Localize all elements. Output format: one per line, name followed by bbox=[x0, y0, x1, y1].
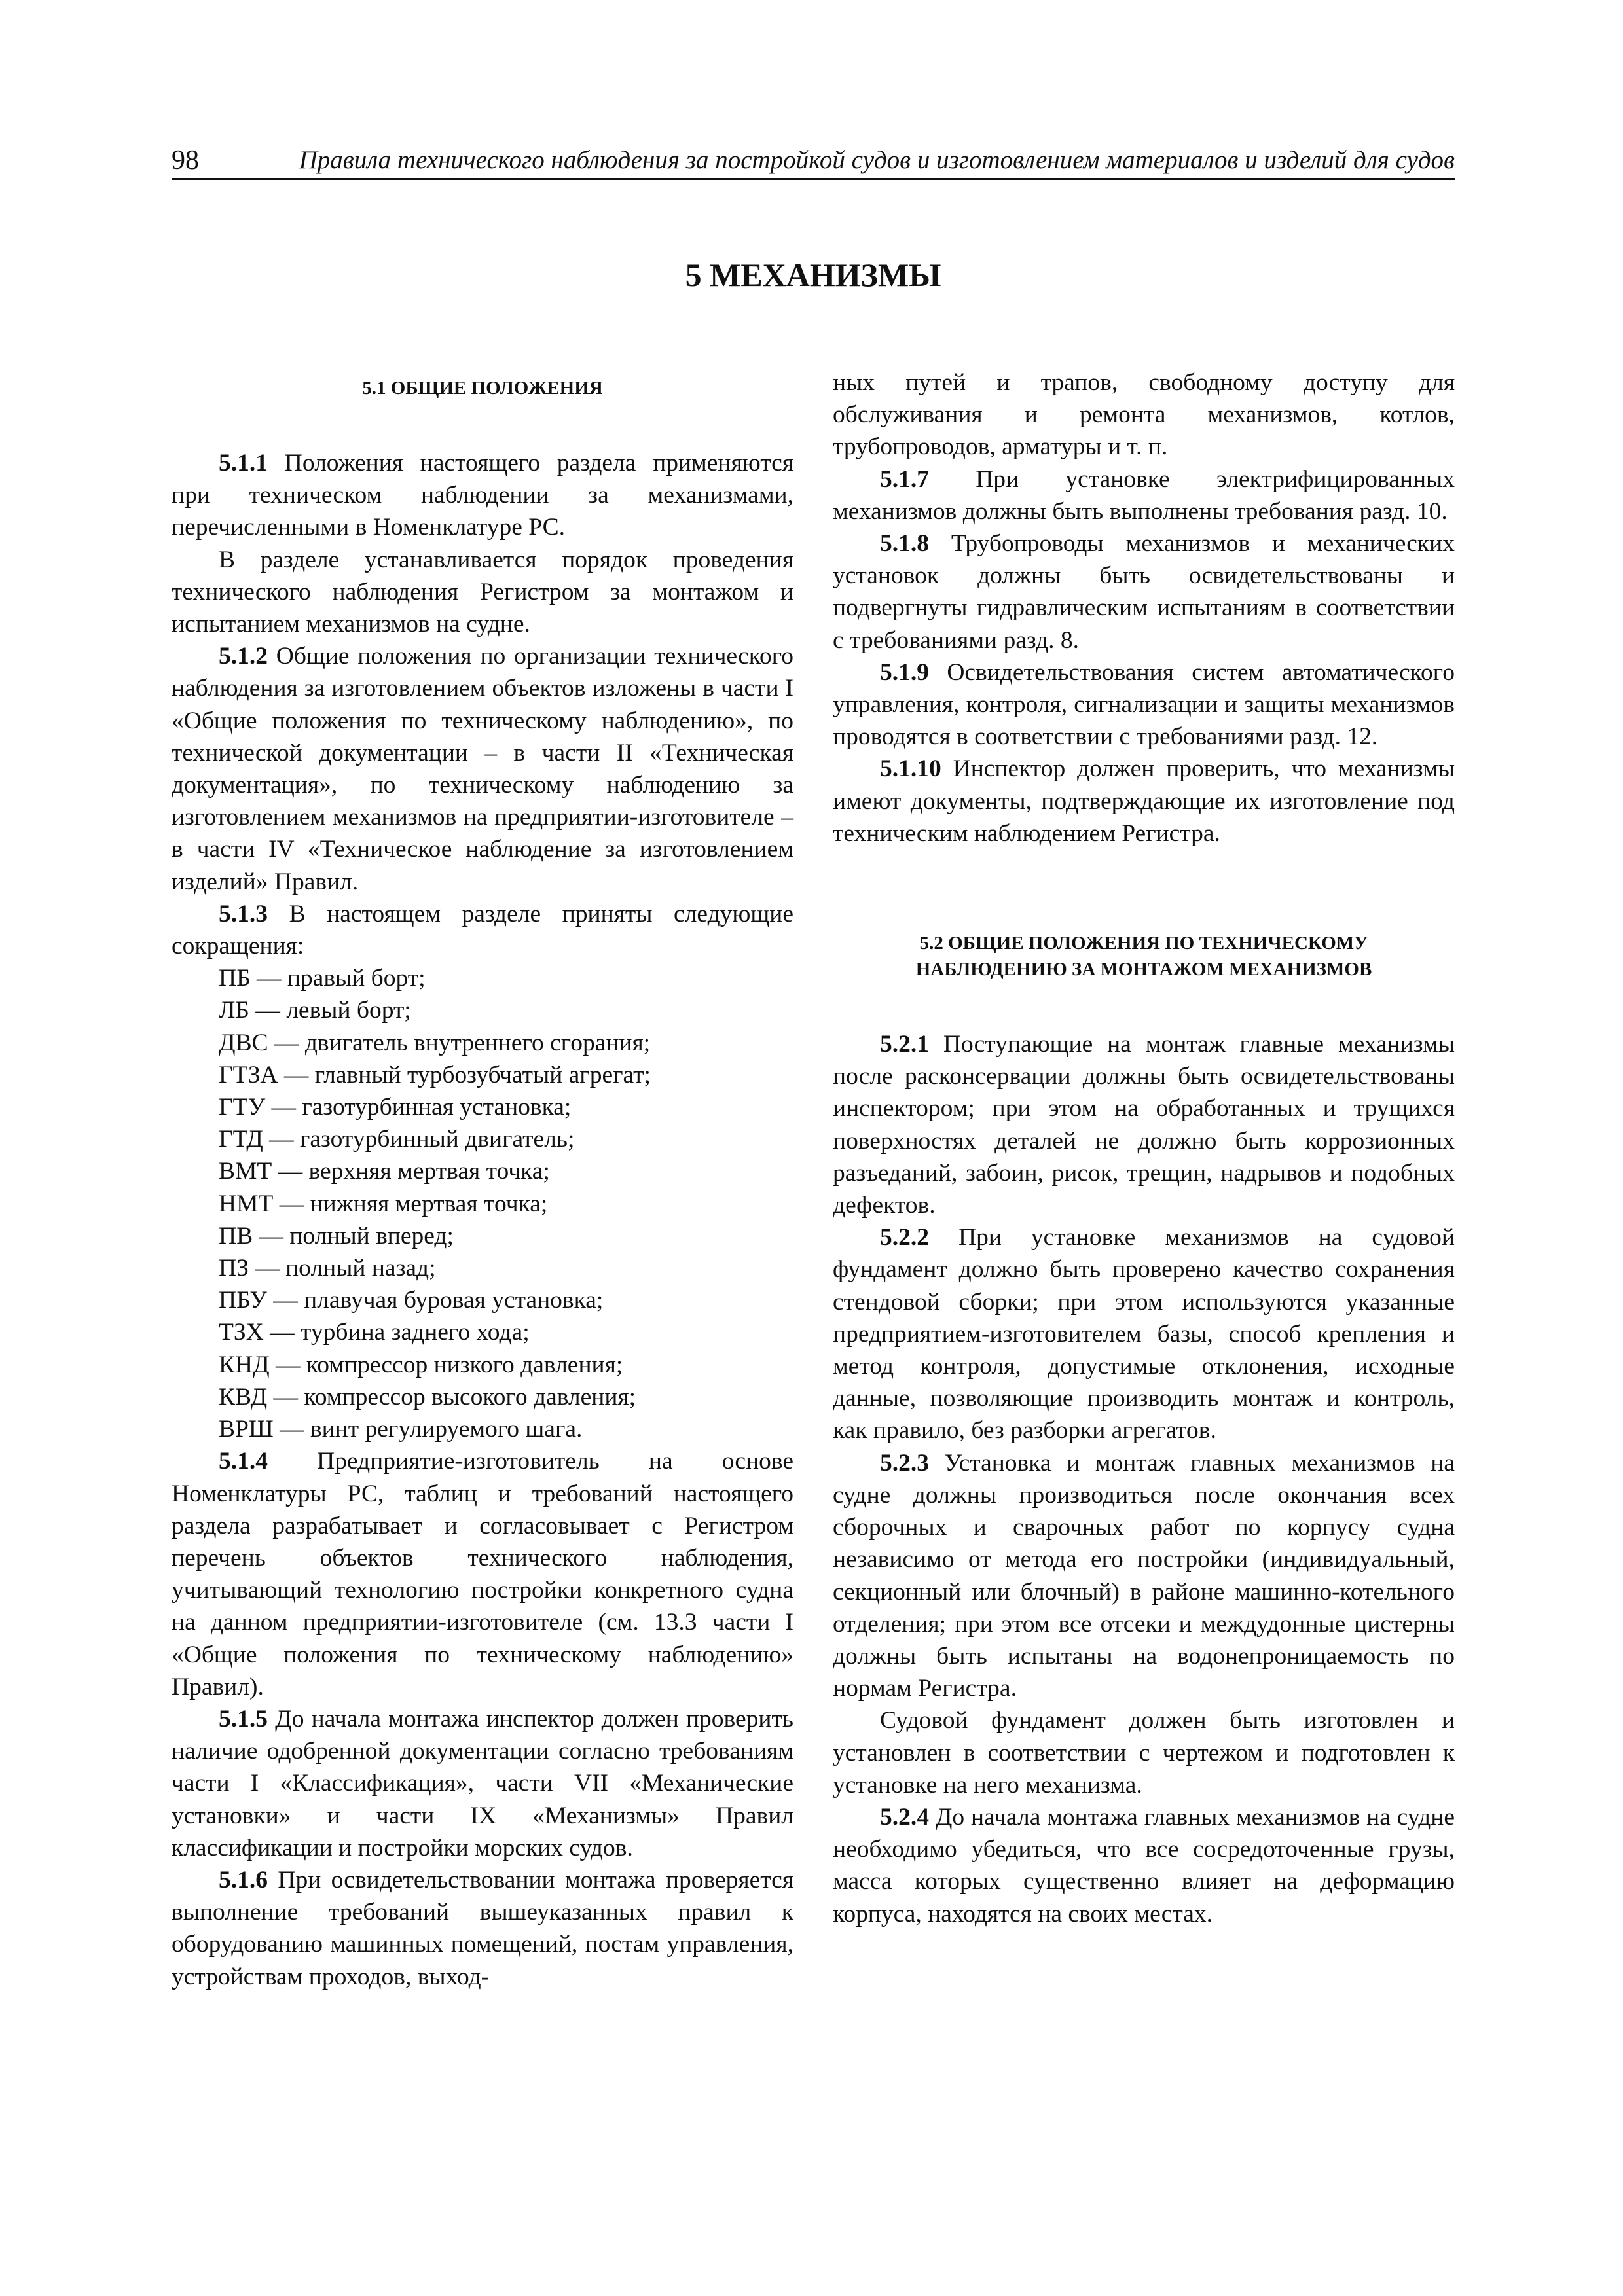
paragraph-5-1-1 bbox=[172, 447, 793, 544]
paragraph-text: В настоящем разделе приняты следующие сокращения: bbox=[172, 900, 793, 960]
section-heading-line: 5.2 ОБЩИЕ ПОЛОЖЕНИЯ ПО ТЕХНИЧЕСКОМУ bbox=[919, 933, 1368, 954]
paragraph-number: 5.1.4 bbox=[219, 1448, 268, 1475]
running-header bbox=[172, 143, 1455, 180]
paragraph-number: 5.1.2 bbox=[219, 643, 268, 670]
paragraph-text: Предприятие-изготовитель на основе Номенклатуры РС, таблиц и требований настоящего раздела разрабатывает и согласовывает с Регистром перечень объектов технического наблюдения, учитывающий технологию постройки конкретного судна на данном предприятии-изготовителе (см. 13.3 части I «Общие положения по техническому наблюдению» Правил). bbox=[172, 1448, 793, 1700]
abbreviation-item: ГТД — газотурбинный двигатель; bbox=[219, 1126, 575, 1153]
paragraph-text: До начала монтажа главных механизмов на судне необходимо убедиться, что все сосредоточенные грузы, масса которых существенно влияет на деформацию корпуса, находятся на своих местах. bbox=[833, 1803, 1455, 1928]
paragraph-number: 5.1.10 bbox=[880, 755, 941, 783]
page-number: 98 bbox=[172, 145, 199, 175]
paragraph-5-1-7 bbox=[833, 463, 1455, 528]
abbreviation-item: КВД — компрессор высокого давления; bbox=[219, 1383, 636, 1410]
section-heading-5-1: 5.1 ОБЩИЕ ПОЛОЖЕНИЯ bbox=[362, 378, 603, 399]
paragraph-5-1-5 bbox=[172, 1703, 793, 1864]
section-heading-5-2 bbox=[833, 930, 1455, 982]
paragraph-number: 5.1.7 bbox=[880, 465, 929, 493]
paragraph-number: 5.2.2 bbox=[880, 1224, 929, 1251]
abbreviation-item: КНД — компрессор низкого давления; bbox=[219, 1351, 623, 1378]
paragraph-5-1-6-continued: ных путей и трапов, свободному доступу для обслуживания и ремонта механизмов, котлов, трубопроводов, арматуры и т. п. bbox=[833, 369, 1455, 461]
paragraph-text: До начала монтажа инспектор должен проверить наличие одобренной документации согласно требованиям части I «Классификация», части VII «Механические установки» и части IX «Механизмы» Правил классификации и постройки морских судов. bbox=[172, 1705, 793, 1861]
abbreviation-item: ЛБ — левый борт; bbox=[219, 997, 411, 1024]
paragraph-5-2-4 bbox=[833, 1801, 1455, 1930]
abbreviation-item: ВРШ — винт регулируемого шага. bbox=[219, 1416, 583, 1443]
paragraph-text: Инспектор должен проверить, что механизмы имеют документы, подтверждающие их изготовление под техническим наблюдением Регистра. bbox=[833, 755, 1455, 847]
abbreviation-item: ПБУ — плавучая буровая установка; bbox=[219, 1287, 604, 1314]
paragraph-text: При установке механизмов на судовой фундамент должно быть проверено качество сохранения стендовой сборки; при этом используются указанные предприятием-изготовителем базы, способ крепления и метод контроля, допустимые отклонения, исходные данные, позволяющие производить монтаж и контроль, как правило, без разборки агрегатов. bbox=[833, 1224, 1455, 1444]
paragraph-5-2-1 bbox=[833, 1028, 1455, 1221]
abbreviation-list bbox=[172, 962, 793, 1445]
paragraph-number: 5.2.4 bbox=[880, 1803, 929, 1831]
paragraph-5-2-3-continued: Судовой фундамент должен быть изготовлен и установлен в соответствии с чертежом и подготовлен к установке на него механизма. bbox=[833, 1707, 1455, 1799]
running-title: Правила технического наблюдения за постройкой судов и изготовлением материалов и изделий для судов bbox=[299, 146, 1455, 174]
section-heading-line: НАБЛЮДЕНИЮ ЗА МОНТАЖОМ МЕХАНИЗМОВ bbox=[915, 959, 1372, 980]
abbreviation-item: ДВС — двигатель внутреннего сгорания; bbox=[219, 1029, 651, 1056]
right-column bbox=[833, 367, 1455, 1930]
paragraph-5-2-2 bbox=[833, 1221, 1455, 1446]
paragraph-5-1-8 bbox=[833, 528, 1455, 656]
paragraph-text: Установка и монтаж главных механизмов на судне должны производиться после окончания всех сборочных и сварочных работ по корпусу судна независимо от метода его постройки (индивидуальный, секционный или блочный) в районе машинно-котельного отделения; при этом все отсеки и междудонные цистерны должны быть испытаны на водонепроницаемость по нормам Регистра. bbox=[833, 1449, 1455, 1702]
paragraph-5-1-1-continued: В разделе устанавливается порядок проведения технического наблюдения Регистром за монтажом и испытанием механизмов на судне. bbox=[172, 546, 793, 638]
paragraph-text: Положения настоящего раздела применяются при техническом наблюдении за механизмами, перечисленными в Номенклатуре РС. bbox=[172, 450, 793, 541]
paragraph-5-1-4 bbox=[172, 1445, 793, 1703]
paragraph-5-1-2 bbox=[172, 640, 793, 898]
paragraph-number: 5.1.3 bbox=[219, 900, 268, 927]
paragraph-text: При установке электрифицированных механизмов должны быть выполнены требования разд. 10. bbox=[833, 465, 1455, 525]
paragraph-number: 5.1.8 bbox=[880, 530, 929, 558]
paragraph-5-1-6 bbox=[172, 1864, 793, 1993]
abbreviation-item: ПБ — правый борт; bbox=[219, 965, 426, 992]
abbreviation-item: ПЗ — полный назад; bbox=[219, 1255, 436, 1282]
paragraph-5-1-3 bbox=[172, 898, 793, 962]
abbreviation-item: ТЗХ — турбина заднего хода; bbox=[219, 1319, 530, 1346]
paragraph-number: 5.1.5 bbox=[219, 1705, 268, 1732]
paragraph-5-1-9 bbox=[833, 656, 1455, 753]
paragraph-text: Общие положения по организации технического наблюдения за изготовлением объектов изложены в части I «Общие положения по техническому наблюдению», по технической документации – в части II «Техническая документация», по техническому наблюдению за изготовлением механизмов на предприятии-изготовителе – в части IV «Техническое наблюдение за изготовлением изделий» Правил. bbox=[172, 643, 793, 895]
paragraph-number: 5.2.1 bbox=[880, 1031, 929, 1058]
paragraph-text: Освидетельствования систем автоматического управления, контроля, сигнализации и защиты механизмов проводятся в соответствии с требованиями разд. 12. bbox=[833, 658, 1455, 751]
abbreviation-item: НМТ — нижняя мертвая точка; bbox=[219, 1190, 548, 1217]
paragraph-number: 5.1.6 bbox=[219, 1866, 268, 1893]
abbreviation-item: ГТЗА — главный турбозубчатый агрегат; bbox=[219, 1061, 651, 1088]
paragraph-number: 5.2.3 bbox=[880, 1449, 929, 1477]
paragraph-number: 5.1.9 bbox=[880, 658, 929, 686]
paragraph-number: 5.1.1 bbox=[219, 450, 268, 476]
paragraph-5-1-10 bbox=[833, 753, 1455, 850]
paragraph-text: Трубопроводы механизмов и механических установок должны быть освидетельствованы и подвергнуты гидравлическим испытаниям в соответствии с требованиями разд. 8. bbox=[833, 530, 1455, 654]
chapter-title: 5 МЕХАНИЗМЫ bbox=[685, 257, 941, 293]
paragraph-text: Поступающие на монтаж главные механизмы после расконсервации должны быть освидетельствованы инспектором; при этом на обработанных и трущихся поверхностях деталей не должно быть коррозионных разъеданий, забоин, рисок, трещин, надрывов и подобных дефектов. bbox=[833, 1031, 1455, 1219]
paragraph-text: При освидетельствовании монтажа проверяется выполнение требований вышеуказанных правил к оборудованию машинных помещений, постам управления, устройствам проходов, выход- bbox=[172, 1866, 793, 1990]
abbreviation-item: ВМТ — верхняя мертвая точка; bbox=[219, 1158, 550, 1185]
abbreviation-item: ПВ — полный вперед; bbox=[219, 1222, 454, 1249]
left-column bbox=[172, 367, 793, 1993]
abbreviation-item: ГТУ — газотурбинная установка; bbox=[219, 1094, 572, 1121]
paragraph-5-2-3 bbox=[833, 1447, 1455, 1705]
